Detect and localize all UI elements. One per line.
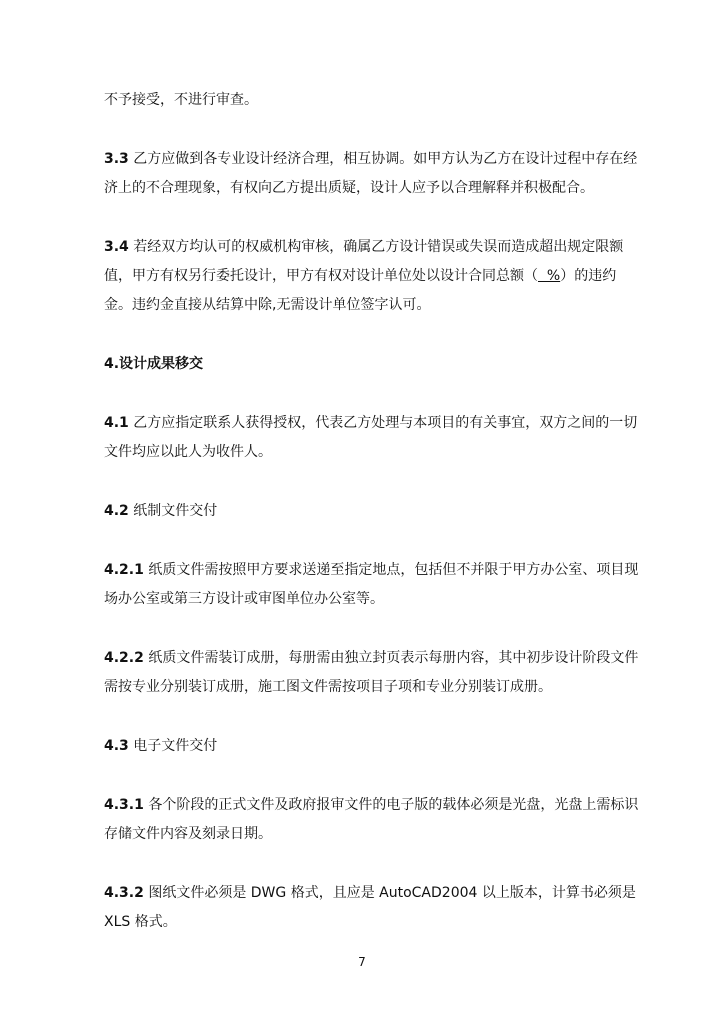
- clause-3-3: [104, 145, 644, 203]
- clause-4-3-2: [104, 879, 644, 937]
- clause-number: 4.3: [104, 738, 129, 754]
- clause-number: 4.3.1: [104, 797, 144, 813]
- penalty-percent-blank: %: [538, 268, 561, 284]
- paragraph-text: 不予接受，不进行审查。: [104, 92, 258, 108]
- paragraph-continuation: [104, 86, 644, 115]
- clause-4-1: [104, 409, 644, 467]
- clause-4-3: [104, 732, 644, 761]
- clause-number: 4.1: [104, 415, 129, 431]
- clause-4-3-1: [104, 791, 644, 849]
- clause-text: 电子文件交付: [133, 738, 218, 754]
- clause-text-before: 若经双方均认可的权威机构审核，确属乙方设计错误或失误而造成超出规定限额值，甲方有权另行委托设计，甲方有权对设计单位处以设计合同总额（: [104, 239, 624, 284]
- clause-number: 4.2.2: [104, 650, 144, 666]
- clause-text: 乙方应做到各专业设计经济合理，相互协调。如甲方认为乙方在设计过程中存在经济上的不合理现象，有权向乙方提出质疑，设计人应予以合理解释并积极配合。: [104, 151, 638, 196]
- document-body: [104, 86, 644, 937]
- clause-number: 3.3: [104, 151, 129, 167]
- clause-number: 4.3.2: [104, 885, 144, 901]
- clause-text: 纸质文件需按照甲方要求送递至指定地点，包括但不并限于甲方办公室、项目现场办公室或第三方设计或审图单位办公室等。: [104, 562, 639, 607]
- clause-text: 纸制文件交付: [133, 503, 218, 519]
- clause-text: 纸质文件需装订成册，每册需由独立封页表示每册内容，其中初步设计阶段文件需按专业分别装订成册，施工图文件需按项目子项和专业分别装订成册。: [104, 650, 639, 695]
- clause-text: 各个阶段的正式文件及政府报审文件的电子版的载体必须是光盘，光盘上需标识存储文件内容及刻录日期。: [104, 797, 639, 842]
- clause-number: 3.4: [104, 239, 129, 255]
- section-heading-4: [104, 350, 644, 379]
- clause-3-4: [104, 233, 644, 320]
- clause-4-2-2: [104, 644, 644, 702]
- clause-text: 图纸文件必须是 DWG 格式，且应是 AutoCAD2004 以上版本，计算书必须是 XLS 格式。: [104, 885, 636, 930]
- clause-number: 4.2.1: [104, 562, 144, 578]
- clause-text-after: ）的违约金。违约金直接从结算中除,无需设计单位签字认可。: [104, 268, 617, 313]
- section-title: 4.设计成果移交: [104, 356, 204, 372]
- clause-text: 乙方应指定联系人获得授权，代表乙方处理与本项目的有关事宜，双方之间的一切文件均应以此人为收件人。: [104, 415, 638, 460]
- clause-number: 4.2: [104, 503, 129, 519]
- clause-4-2-1: [104, 556, 644, 614]
- clause-4-2: [104, 497, 644, 526]
- page-number: 7: [358, 955, 366, 969]
